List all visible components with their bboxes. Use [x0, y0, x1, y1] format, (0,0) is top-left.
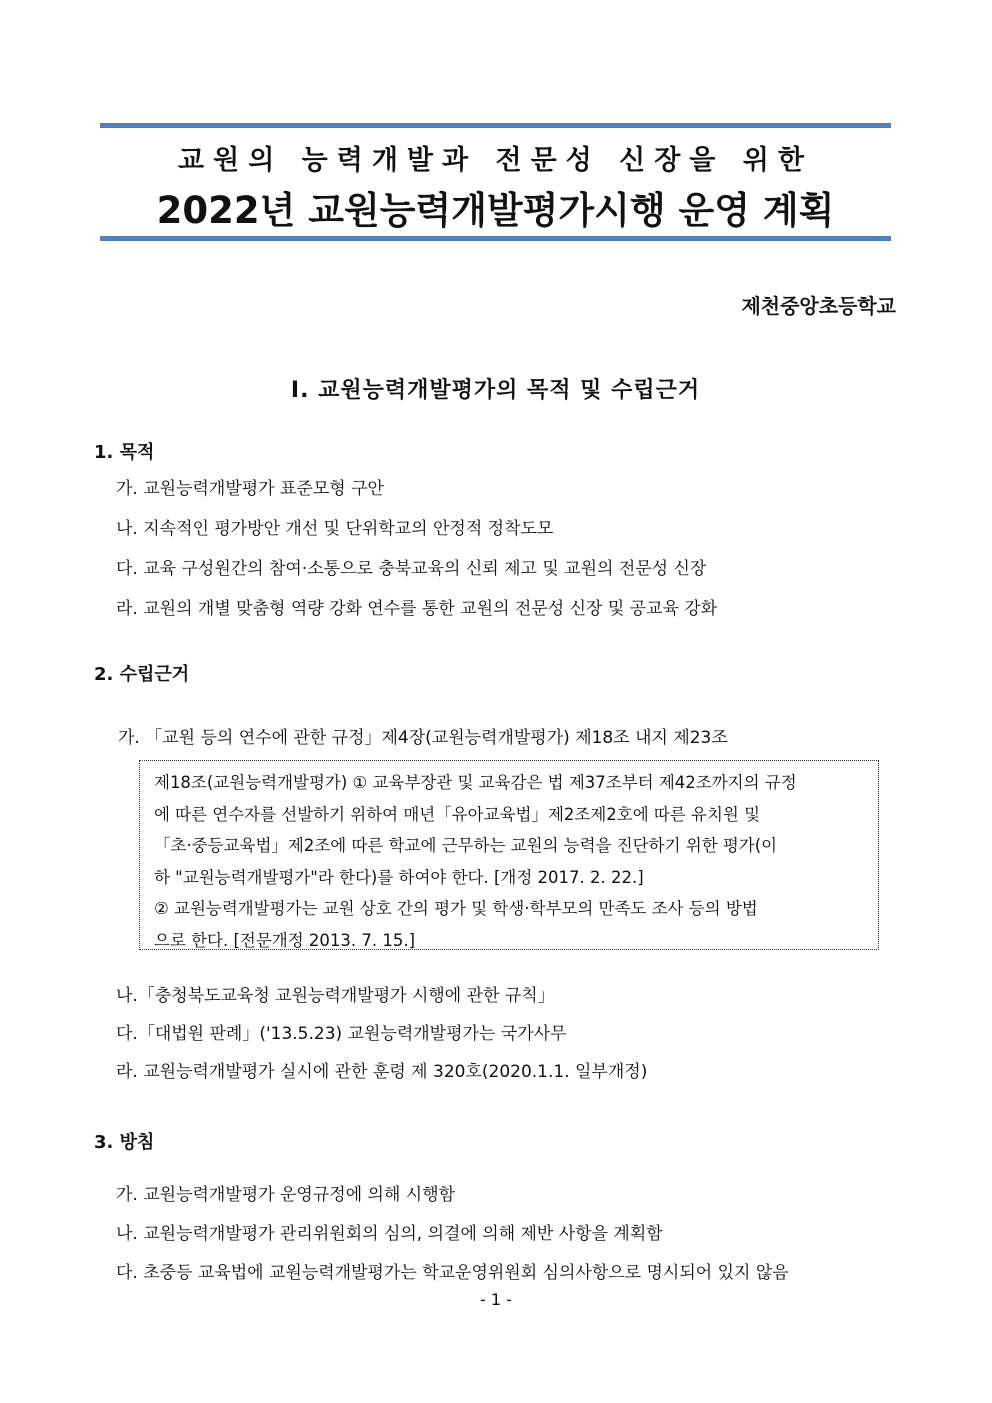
basis-heading: 2. 수립근거: [94, 664, 190, 685]
regulation-quote-line: 으로 한다. [전문개정 2013. 7. 15.]: [154, 930, 416, 950]
page-number: - 1 -: [480, 1290, 512, 1309]
school-name: 제천중앙초등학교: [741, 294, 896, 318]
title-top-rule: [100, 123, 891, 128]
purpose-item: 다. 교육 구성원간의 참여·소통으로 충북교육의 신뢰 제고 및 교원의 전문성 신장: [116, 559, 707, 579]
policy-item: 다. 초중등 교육법에 교원능력개발평가는 학교운영위원회 심의사항으로 명시되어 있지 않음: [116, 1263, 789, 1283]
purpose-item: 라. 교원의 개별 맞춤형 역량 강화 연수를 통한 교원의 전문성 신장 및 공교육 강화: [116, 599, 718, 619]
purpose-item: 나. 지속적인 평가방안 개선 및 단위학교의 안정적 정착도모: [116, 519, 554, 539]
purpose-item: 가. 교원능력개발평가 표준모형 구안: [116, 479, 384, 499]
regulation-quote-line: 하 "교원능력개발평가"라 한다)를 하여야 한다. [개정 2017. 2. 22.]: [154, 867, 644, 887]
regulation-quote-line: 에 따른 연수자를 선발하기 위하여 매년「유아교육법」제2조제2호에 따른 유치원 및: [154, 804, 761, 824]
regulation-quote-line: 제18조(교원능력개발평가) ① 교육부장관 및 교육감은 법 제37조부터 제42조까지의 규정: [154, 773, 797, 792]
document-title: 2022년 교원능력개발평가시행 운영 계획: [156, 189, 835, 232]
policy-item: 가. 교원능력개발평가 운영규정에 의해 시행함: [116, 1185, 456, 1205]
regulation-quote-line: 「초·중등교육법」제2조에 따른 학교에 근무하는 교원의 능력을 진단하기 위한 평가(이: [154, 836, 778, 855]
document-subtitle: 교원의 능력개발과 전문성 신장을 위한: [178, 145, 813, 176]
basis-item: 가. 「교원 등의 연수에 관한 규정」제4장(교원능력개발평가) 제18조 내지 제23조: [118, 728, 728, 748]
purpose-heading: 1. 목적: [94, 442, 155, 463]
basis-item: 라. 교원능력개발평가 실시에 관한 훈령 제 320호(2020.1.1. 일부개정): [116, 1062, 648, 1082]
section-title: Ⅰ. 교원능력개발평가의 목적 및 수립근거: [290, 378, 701, 403]
regulation-quote-line: ② 교원능력개발평가는 교원 상호 간의 평가 및 학생·학부모의 만족도 조사 등의 방법: [154, 899, 758, 918]
title-bottom-rule: [100, 236, 891, 241]
policy-item: 나. 교원능력개발평가 관리위원회의 심의, 의결에 의해 제반 사항을 계획함: [116, 1224, 663, 1244]
basis-item: 다.「대법원 판례」('13.5.23) 교원능력개발평가는 국가사무: [116, 1024, 567, 1044]
regulation-quote-box: [139, 760, 879, 950]
basis-item: 나.「충청북도교육청 교원능력개발평가 시행에 관한 규칙」: [116, 986, 555, 1006]
policy-heading: 3. 방침: [94, 1132, 155, 1153]
